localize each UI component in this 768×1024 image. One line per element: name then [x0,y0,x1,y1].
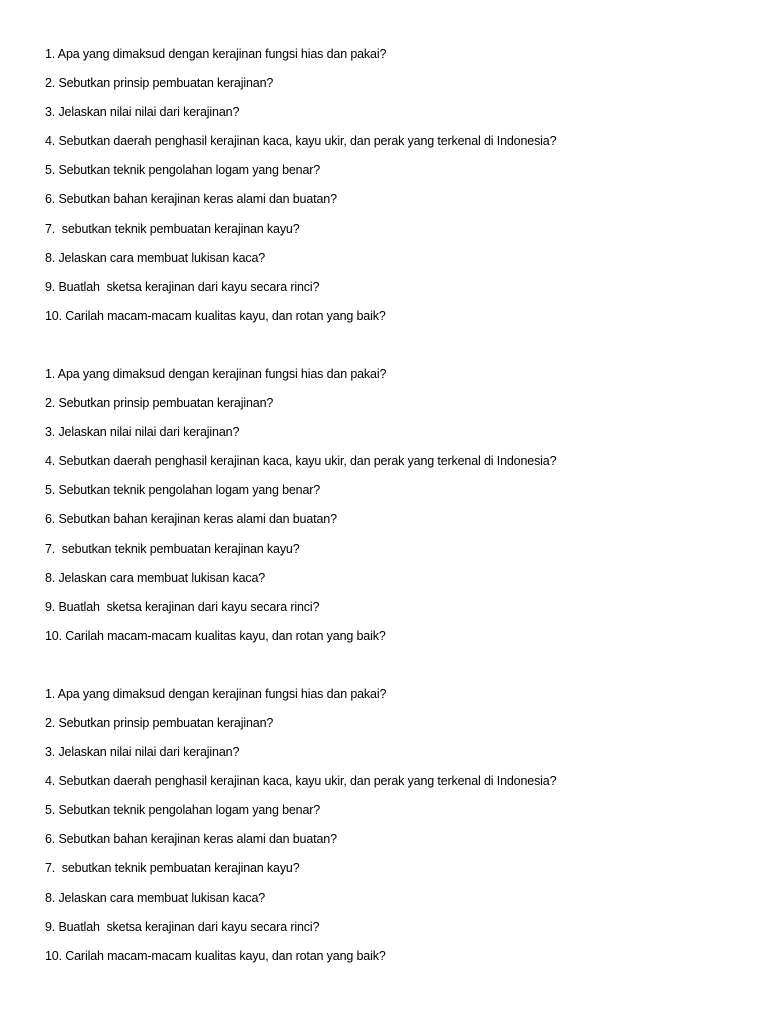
question-item: 8. Jelaskan cara membuat lukisan kaca? [45,570,266,585]
question-item: 5. Sebutkan teknik pengolahan logam yang benar? [45,163,321,178]
question-set-1 [45,44,745,335]
question-item: 4. Sebutkan daerah penghasil kerajinan kaca, kayu ukir, dan perak yang terkenal di Indonesia? [45,454,557,469]
question-item: 5. Sebutkan teknik pengolahan logam yang benar? [45,483,321,498]
question-item: 9. Buatlah sketsa kerajinan dari kayu secara rinci? [45,919,320,934]
question-item: 2. Sebutkan prinsip pembuatan kerajinan? [45,715,274,730]
document-page [45,44,745,975]
question-item: 3. Jelaskan nilai nilai dari kerajinan? [45,105,240,120]
question-item: 2. Sebutkan prinsip pembuatan kerajinan? [45,396,274,411]
question-item: 1. Apa yang dimaksud dengan kerajinan fungsi hias dan pakai? [45,366,387,381]
question-item: 10. Carilah macam-macam kualitas kayu, dan rotan yang baik? [45,948,386,963]
question-item: 10. Carilah macam-macam kualitas kayu, dan rotan yang baik? [45,628,386,643]
question-item: 6. Sebutkan bahan kerajinan keras alami dan buatan? [45,192,337,207]
question-item: 7. sebutkan teknik pembuatan kerajinan kayu? [45,221,300,236]
question-set-3 [45,684,745,975]
question-item: 9. Buatlah sketsa kerajinan dari kayu secara rinci? [45,599,320,614]
question-item: 9. Buatlah sketsa kerajinan dari kayu secara rinci? [45,279,320,294]
question-set-2 [45,364,745,655]
question-item: 3. Jelaskan nilai nilai dari kerajinan? [45,425,240,440]
question-item: 4. Sebutkan daerah penghasil kerajinan kaca, kayu ukir, dan perak yang terkenal di Indonesia? [45,134,557,149]
question-item: 4. Sebutkan daerah penghasil kerajinan kaca, kayu ukir, dan perak yang terkenal di Indonesia? [45,774,557,789]
question-item: 1. Apa yang dimaksud dengan kerajinan fungsi hias dan pakai? [45,686,387,701]
question-item: 3. Jelaskan nilai nilai dari kerajinan? [45,745,240,760]
question-item: 10. Carilah macam-macam kualitas kayu, dan rotan yang baik? [45,308,386,323]
question-item: 6. Sebutkan bahan kerajinan keras alami dan buatan? [45,832,337,847]
question-item: 7. sebutkan teknik pembuatan kerajinan kayu? [45,861,300,876]
question-item: 1. Apa yang dimaksud dengan kerajinan fungsi hias dan pakai? [45,47,387,61]
question-item: 5. Sebutkan teknik pengolahan logam yang benar? [45,803,321,818]
question-item: 6. Sebutkan bahan kerajinan keras alami dan buatan? [45,512,337,527]
question-item: 7. sebutkan teknik pembuatan kerajinan kayu? [45,541,300,556]
question-item: 2. Sebutkan prinsip pembuatan kerajinan? [45,76,274,91]
question-item: 8. Jelaskan cara membuat lukisan kaca? [45,890,266,905]
question-item: 8. Jelaskan cara membuat lukisan kaca? [45,250,266,265]
